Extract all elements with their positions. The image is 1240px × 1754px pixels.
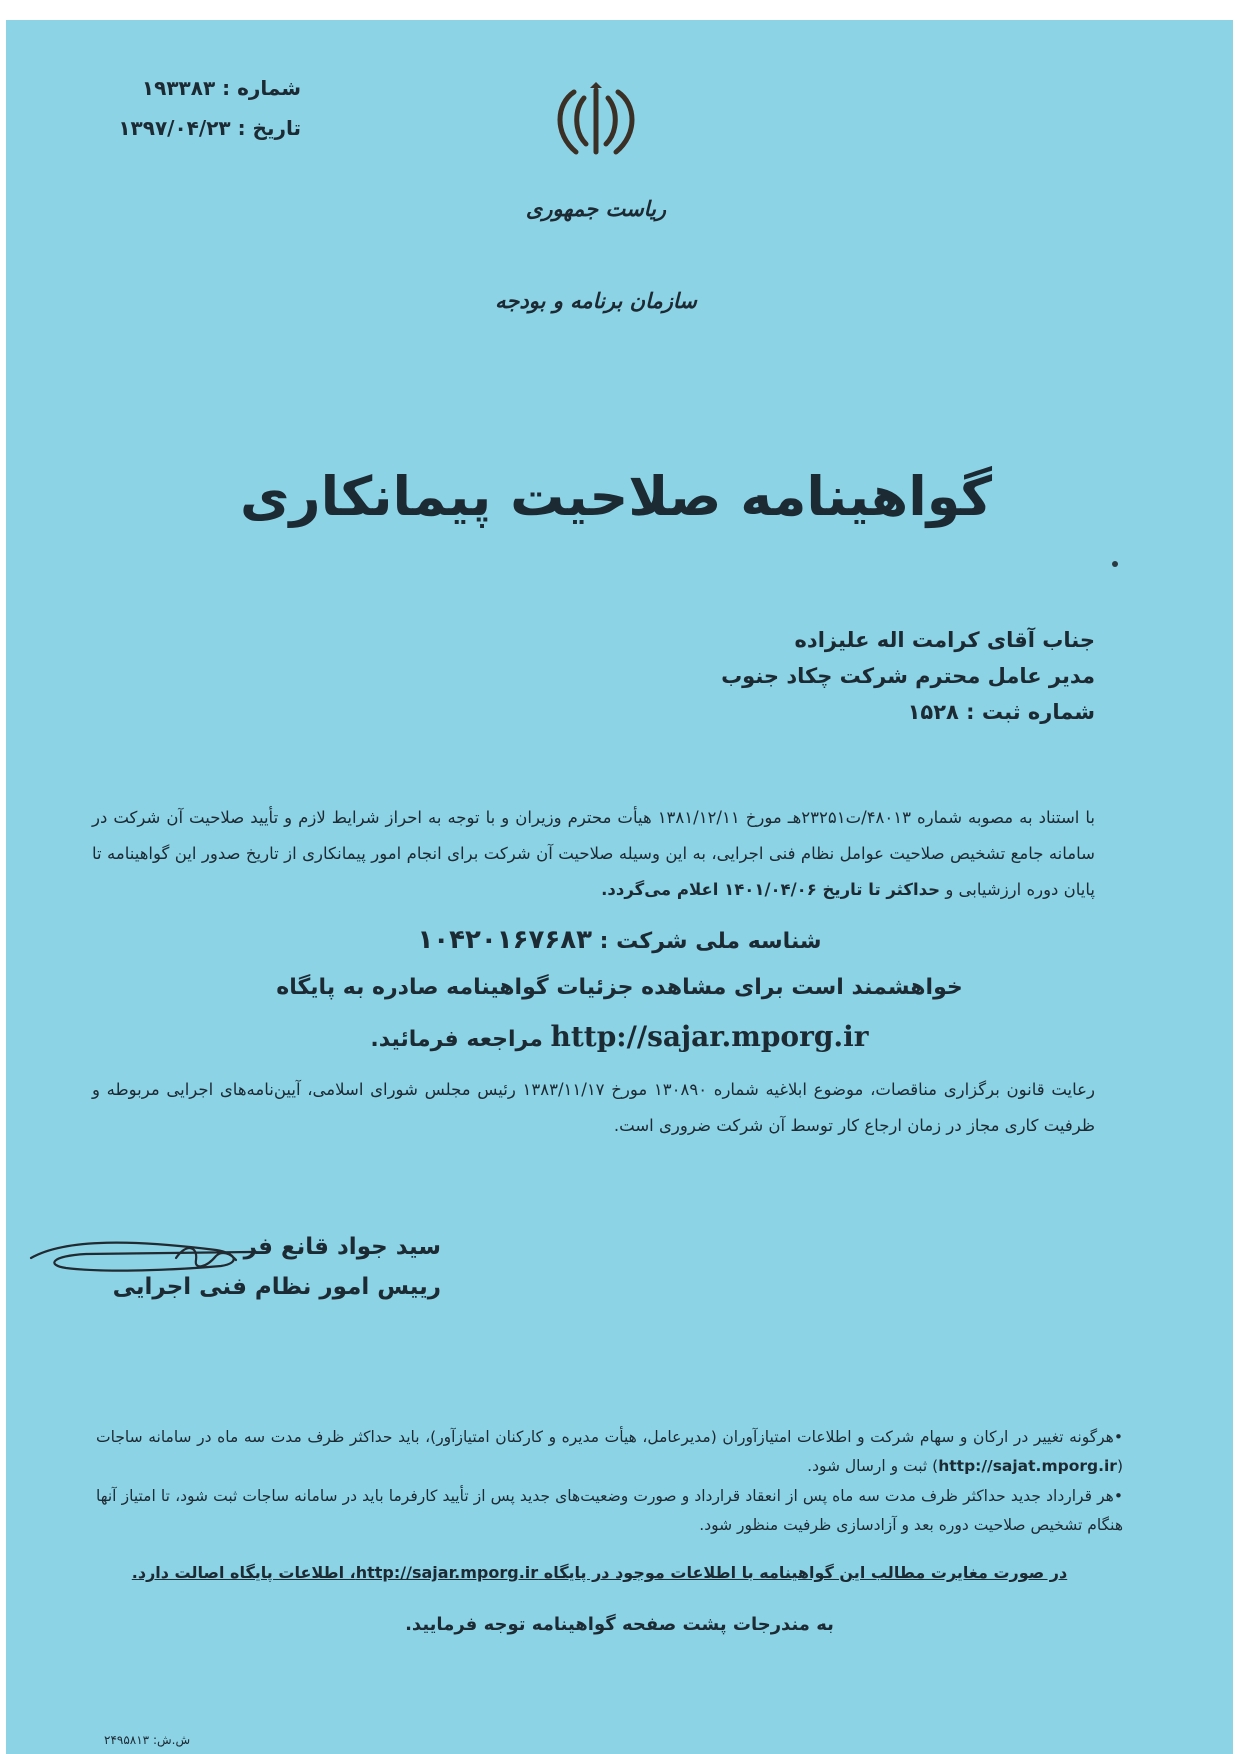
sajar-link[interactable]: http://sajar.mporg.ir (550, 1020, 869, 1053)
presidency-label: ریاست جمهوری (525, 196, 667, 221)
recipient-block (721, 622, 1095, 730)
request-line-url: http://sajar.mporg.ir مراجعه فرمائید. (370, 1020, 869, 1053)
compliance-paragraph: رعایت قانون برگزاری مناقصات، موضوع ابلاغیه شماره ۱۳۰۸۹۰ مورخ ۱۳۸۳/۱۱/۱۷ رئیس مجلس شورای اسلامی، آیین‌نامه‌های اجرایی مربوطه و ظرفیت کاری مجاز در زمان ارجاع کار توسط آن شرکت ضروری است. (92, 1080, 1095, 1135)
reference-date: تاریخ : ۱۳۹۷/۰۴/۲۳ (118, 116, 301, 140)
recipient-name: جناب آقای کرامت اله علیزاده (794, 628, 1095, 652)
certificate-title: گواهینامه صلاحیت پیمانکاری (240, 465, 992, 528)
national-id: شناسه ملی شرکت : ۱۰۴۲۰۱۶۷۶۸۳ (417, 925, 822, 955)
iran-emblem-icon (546, 82, 646, 162)
signatory-name: سید جواد قانع فر (243, 1234, 441, 1260)
speck-mark (1112, 561, 1118, 567)
authenticity-warning: در صورت مغایرت مطالب این گواهینامه با اطلاعات موجود در پایگاه http://sajar.mporg.ir، اطلاعات پایگاه اصالت دارد. (131, 1563, 1068, 1582)
reference-number: شماره : ۱۹۳۳۸۳ (141, 76, 301, 100)
serial-number: ش.ش: ۲۴۹۵۸۱۳ (104, 1733, 191, 1747)
bullet-icon: • (1113, 1428, 1123, 1446)
note-new-contracts: •هر قرارداد جدید حداکثر ظرف مدت سه ماه پس از انعقاد قرارداد و صورت وضعیت‌های جدید پس از تأیید کارفرما باید در سامانه ساجات ثبت شود، تا امتیاز آنها هنگام تشخیص صلاحیت دوره بعد و آزادسازی ظرفیت منظور شود. (96, 1487, 1123, 1534)
certificate-sheet (6, 20, 1233, 1754)
note-registration-changes: •هرگونه تغییر در ارکان و سهام شرکت و اطلاعات امتیازآوران (مدیرعامل، هیأت مدیره و کارکنان امتیازآور)، باید حداکثر ظرف مدت سه ماه در سامانه ساجات (http://sajat.mporg.ir) ثبت و ارسال شود. (96, 1428, 1123, 1475)
recipient-role: مدیر عامل محترم شرکت چکاد جنوب (721, 664, 1095, 688)
bullet-icon: • (1113, 1487, 1123, 1505)
back-page-note: به مندرجات پشت صفحه گواهینامه توجه فرمایید. (405, 1614, 834, 1635)
signatory-position: رییس امور نظام فنی اجرایی (112, 1274, 441, 1300)
sajat-link[interactable]: http://sajat.mporg.ir (938, 1457, 1117, 1475)
sajar-link-warning[interactable]: http://sajar.mporg.ir (355, 1563, 539, 1582)
national-id-value: ۱۰۴۲۰۱۶۷۶۸۳ (417, 925, 592, 955)
reference-date-value: ۱۳۹۷/۰۴/۲۳ (118, 116, 231, 140)
registration-number: شماره ثبت : ۱۵۲۸ (907, 700, 1095, 724)
organization-label: سازمان برنامه و بودجه (495, 288, 697, 313)
reference-number-value: ۱۹۳۳۸۳ (141, 76, 216, 100)
certification-paragraph: با استناد به مصوبه شماره ۴۸۰۱۳/ت۲۳۲۵۱هـ مورخ ۱۳۸۱/۱۲/۱۱ هیأت محترم وزیران و با توجه به احراز شرایط لازم و تأیید صلاحیت آن شرکت در سامانه جامع تشخیص صلاحیت عوامل نظام فنی اجرایی، به این وسیله صلاحیت آن شرکت برای انجام امور پیمانکاری از تاریخ صدور این گواهینامه تا پایان دوره ارزشیابی و حداکثر تا تاریخ ۱۴۰۱/۰۴/۰۶ اعلام می‌گردد. (92, 808, 1095, 899)
validity-date-text: حداکثر تا تاریخ ۱۴۰۱/۰۴/۰۶ اعلام می‌گردد. (601, 880, 941, 899)
request-line: خواهشمند است برای مشاهده جزئیات گواهینامه صادره به پایگاه (276, 975, 963, 1000)
